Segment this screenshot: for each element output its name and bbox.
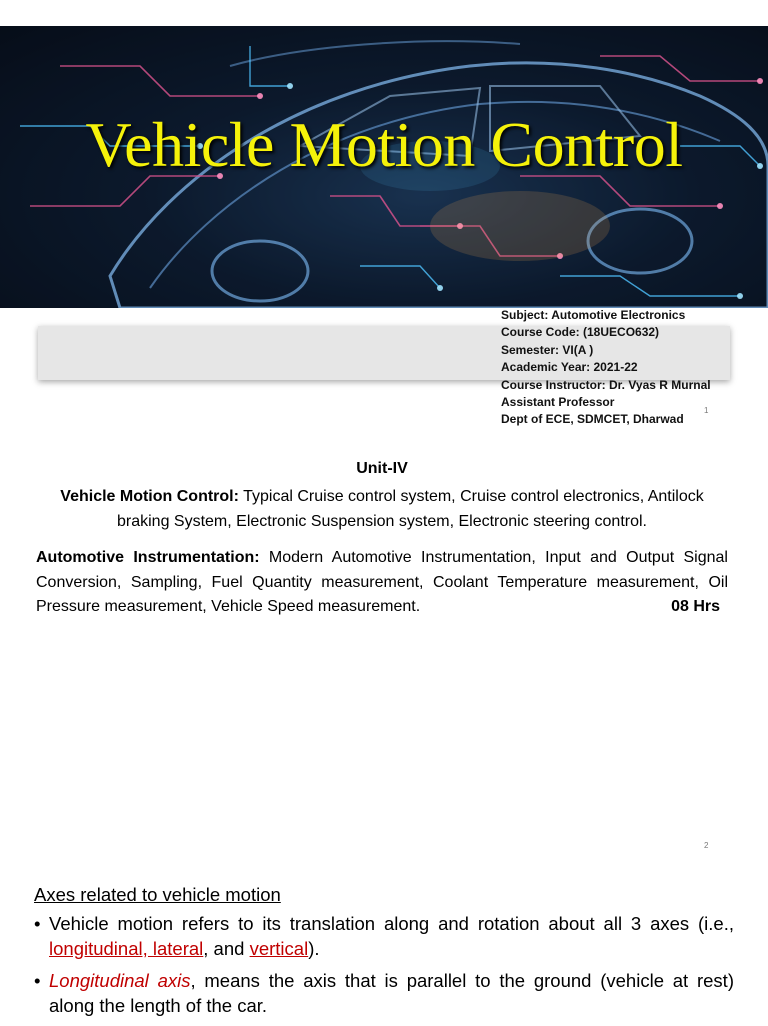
bullet-marker: • (34, 913, 41, 934)
bullet-1-text-a: Vehicle motion refers to its translation along and rotation about all 3 axes (i.e., (49, 913, 734, 934)
bullet-2-text: , means the axis that is parallel to the ground (vehicle at rest) along the length of the car. (49, 970, 734, 1016)
course-info-block (501, 307, 766, 429)
bullet-marker: • (34, 970, 41, 991)
longitudinal-axis-term: Longitudinal axis (49, 970, 191, 991)
designation-line: Assistant Professor (501, 395, 615, 410)
vmc-label: Vehicle Motion Control: (60, 488, 239, 505)
course-code-line: Course Code: (18UECO632) (501, 325, 660, 340)
ai-text: Modern Automotive Instrumentation, Input and Output Signal Conversion, Sampling, Fuel Quantity measurement, Coolant Temperature measurement, Oil Pressure measurement, Vehicle Speed measurement. (36, 549, 728, 615)
subject-line: Subject: Automotive Electronics (501, 308, 686, 322)
vertical-link[interactable]: vertical (249, 937, 309, 959)
hours-label: 08 Hrs (671, 598, 720, 615)
syllabus-slide (36, 460, 728, 620)
longitudinal-lateral-link[interactable]: longitudinal, lateral (49, 937, 204, 959)
top-margin (0, 0, 768, 26)
axes-heading: Axes related to vehicle motion (34, 884, 281, 905)
slide-title: Vehicle Motion Control (85, 109, 683, 180)
unit-title: Unit-IV (356, 460, 408, 477)
vehicle-motion-control-paragraph (36, 485, 728, 534)
semester-line: Semester: VI(A ) (501, 342, 594, 357)
bullet-vehicle-motion (34, 912, 734, 961)
axes-slide (34, 884, 734, 1026)
automotive-instrumentation-paragraph (36, 546, 728, 620)
department-line: Dept of ECE, SDMCET, Dharwad (501, 412, 684, 427)
slide-number-2: 2 (704, 841, 709, 850)
instructor-line: Course Instructor: Dr. Vyas R Murnal (501, 377, 711, 392)
ai-label: Automotive Instrumentation: (36, 549, 260, 566)
bullet-longitudinal-axis (34, 969, 734, 1018)
slide-number-1: 1 (704, 406, 709, 415)
academic-year-line: Academic Year: 2021-22 (501, 360, 638, 375)
bullet-1-text-b: , and (203, 937, 250, 959)
vmc-text: Typical Cruise control system, Cruise control electronics, Antilock braking System, Electronic Suspension system, Electronic steering control. (116, 488, 704, 530)
title-banner (0, 26, 768, 308)
bullet-1-text-c: ). (308, 937, 320, 959)
